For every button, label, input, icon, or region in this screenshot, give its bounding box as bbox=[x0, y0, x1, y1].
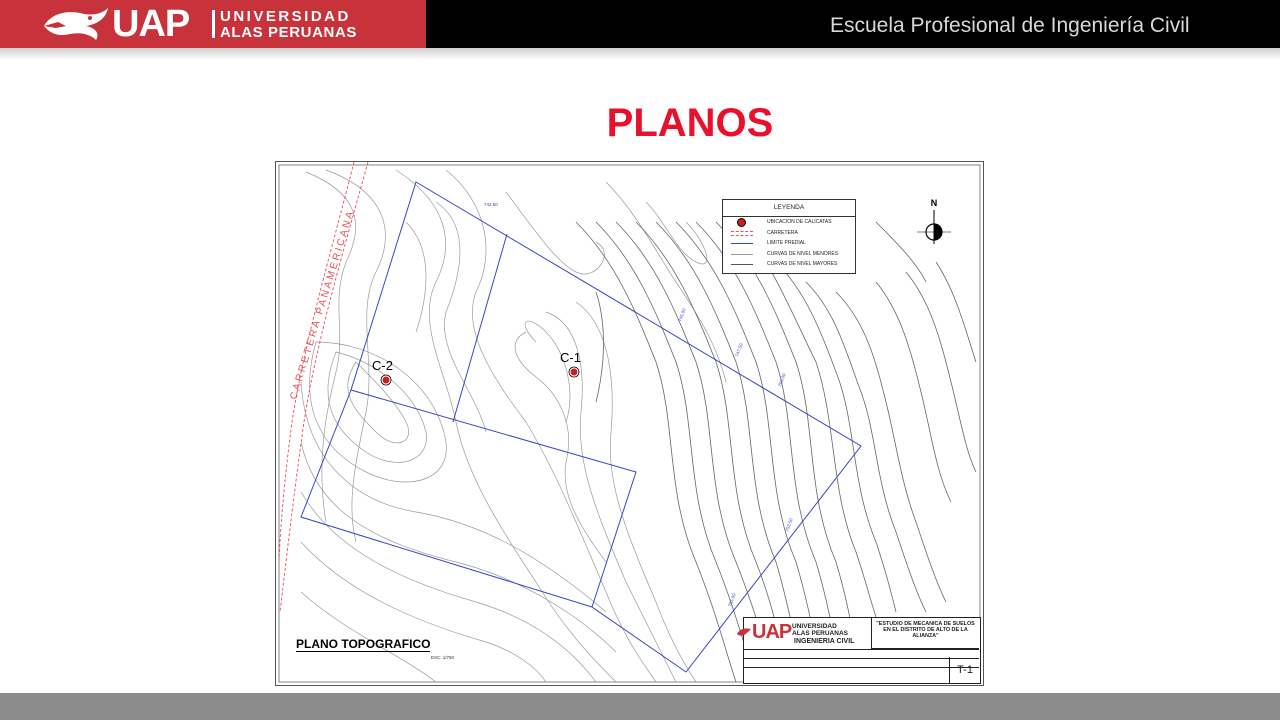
slide-title: PLANOS bbox=[606, 101, 774, 145]
legend-item-label: LIMITE PREDIAL bbox=[767, 240, 806, 246]
university-logo bbox=[0, 0, 426, 48]
header-shadow bbox=[0, 48, 1280, 60]
major-contour-icon bbox=[731, 264, 753, 265]
plan-drawing bbox=[276, 162, 983, 685]
footer-bar bbox=[0, 693, 1280, 720]
legend-item bbox=[723, 228, 855, 239]
title-block-logo bbox=[746, 620, 870, 646]
minor-contour-icon bbox=[731, 254, 753, 255]
north-arrow-icon bbox=[917, 210, 951, 244]
legend-title: LEYENDA bbox=[723, 200, 855, 217]
point-c1-label: C-1 bbox=[560, 350, 581, 365]
plan-scale: ESC: 1/750 bbox=[431, 655, 455, 660]
sheet-number: T-1 bbox=[949, 657, 980, 683]
legend-item bbox=[723, 217, 855, 228]
point-c2-label: C-2 bbox=[372, 358, 393, 373]
red-circle-icon bbox=[737, 218, 746, 227]
title-block-university-line1: UNIVERSIDAD bbox=[792, 623, 837, 630]
north-label: N bbox=[930, 198, 938, 208]
contour-label: 752.50 bbox=[784, 517, 794, 533]
title-block-uap: UAP bbox=[752, 621, 792, 643]
title-block-university bbox=[792, 623, 848, 637]
title-block-row bbox=[744, 658, 979, 659]
legend-item-label: CURVAS DE NIVEL MENORES bbox=[767, 250, 839, 257]
road-label: CARRETERA PANAMERICANA bbox=[288, 208, 357, 401]
point-c1[interactable] bbox=[560, 350, 581, 377]
logo-uap-text: UAP bbox=[112, 3, 190, 45]
boundary-line-icon bbox=[731, 243, 753, 244]
legend-item bbox=[723, 249, 855, 260]
contour-label: 742.50 bbox=[484, 202, 498, 207]
plan-title: PLANO TOPOGRAFICO bbox=[296, 637, 431, 651]
logo-divider bbox=[212, 10, 215, 38]
plan-frame bbox=[279, 165, 980, 682]
point-c2[interactable] bbox=[372, 358, 393, 385]
logo-university-line2: ALAS PERUANAS bbox=[220, 24, 357, 41]
contour-label: 745.00 bbox=[677, 307, 687, 323]
major-contours bbox=[576, 222, 976, 682]
contour-label: 750.00 bbox=[777, 372, 787, 388]
legend-item bbox=[723, 238, 855, 249]
school-name: Escuela Profesional de Ingeniería Civil bbox=[830, 14, 1190, 37]
condor-logo-icon bbox=[0, 0, 110, 48]
contour-label: 755.00 bbox=[727, 592, 737, 608]
legend-item-label: CARRETERA bbox=[767, 229, 798, 236]
plan-legend bbox=[722, 199, 856, 274]
minor-contours bbox=[301, 170, 726, 682]
title-block-study: "ESTUDIO DE MECANICA DE SUELOS EN EL DISTRITO DE ALTO DE LA ALIANZA" bbox=[871, 618, 979, 649]
title-block-university-line2: ALAS PERUANAS bbox=[792, 630, 848, 637]
topographic-plan[interactable] bbox=[276, 162, 983, 685]
title-block bbox=[743, 617, 981, 684]
top-banner bbox=[0, 0, 1280, 48]
contour-label: 747.50 bbox=[734, 342, 744, 358]
legend-item-label: UBICACION DE CALICATAS bbox=[767, 219, 832, 225]
title-block-row bbox=[744, 649, 979, 650]
legend-item bbox=[723, 259, 855, 270]
title-block-row bbox=[744, 667, 979, 668]
condor-logo-icon bbox=[736, 626, 752, 640]
logo-university-line1: UNIVERSIDAD bbox=[220, 8, 351, 25]
title-block-faculty: INGENIERIA CIVIL bbox=[794, 638, 855, 645]
legend-item-label: CURVAS DE NIVEL MAYORES bbox=[767, 261, 838, 267]
road-dash-icon bbox=[731, 231, 753, 236]
